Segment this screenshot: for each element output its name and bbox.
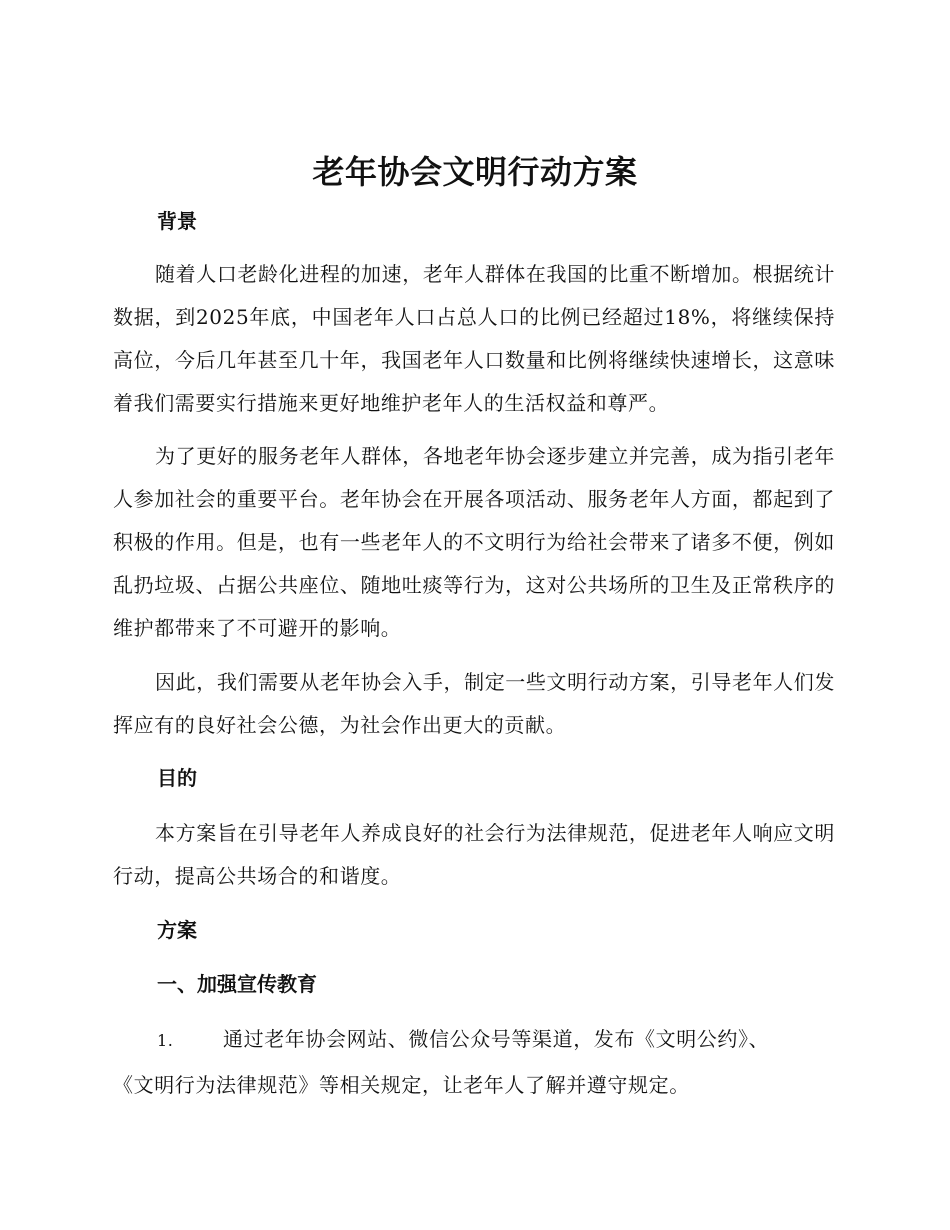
document-title: 老年协会文明行动方案	[312, 153, 638, 191]
paragraph-background-2: 为了更好的服务老年人群体，各地老年协会逐步建立并完善，成为指引老年人参加社会的重要平台。老年协会在开展各项活动、服务老年人方面，都起到了积极的作用。但是，也有一些老年人的不文明行为给社会带来了诸多不便，例如乱扔垃圾、占据公共座位、随地吐痰等行为，这对公共场所的卫生及正常秩序的维护都带来了不可避开的影响。	[113, 444, 835, 640]
section-heading-plan: 方案	[157, 918, 197, 942]
paragraph-purpose-1: 本方案旨在引导老年人养成良好的社会行为法律规范，促进老年人响应文明行动，提高公共场合的和谐度。	[113, 821, 835, 888]
paragraph-background-1: 随着人口老龄化进程的加速，老年人群体在我国的比重不断增加。根据统计数据，到2025年底，中国老年人口占总人口的比例已经超过18%，将继续保持高位，今后几年甚至几十年，我国老年人口数量和比例将继续快速增长，这意味着我们需要实行措施来更好地维护老年人的生活权益和尊严。	[113, 262, 835, 415]
paragraph-background-3: 因此，我们需要从老年协会入手，制定一些文明行动方案，引导老年人们发挥应有的良好社会公德，为社会作出更大的贡献。	[113, 670, 835, 737]
list-item-number: 1.	[157, 1031, 174, 1050]
list-item-text: 通过老年协会网站、微信公众号等渠道，发布《文明公约》、	[223, 1027, 770, 1051]
list-item-continuation: 《文明行为法律规范》等相关规定，让老年人了解并遵守规定。	[113, 1073, 690, 1097]
subsection-heading-propaganda: 一、加强宣传教育	[157, 972, 317, 996]
list-item-first-line	[113, 1017, 835, 1063]
section-heading-background: 背景	[157, 209, 197, 233]
list-item-1	[113, 1017, 835, 1108]
section-heading-purpose: 目的	[157, 766, 197, 790]
